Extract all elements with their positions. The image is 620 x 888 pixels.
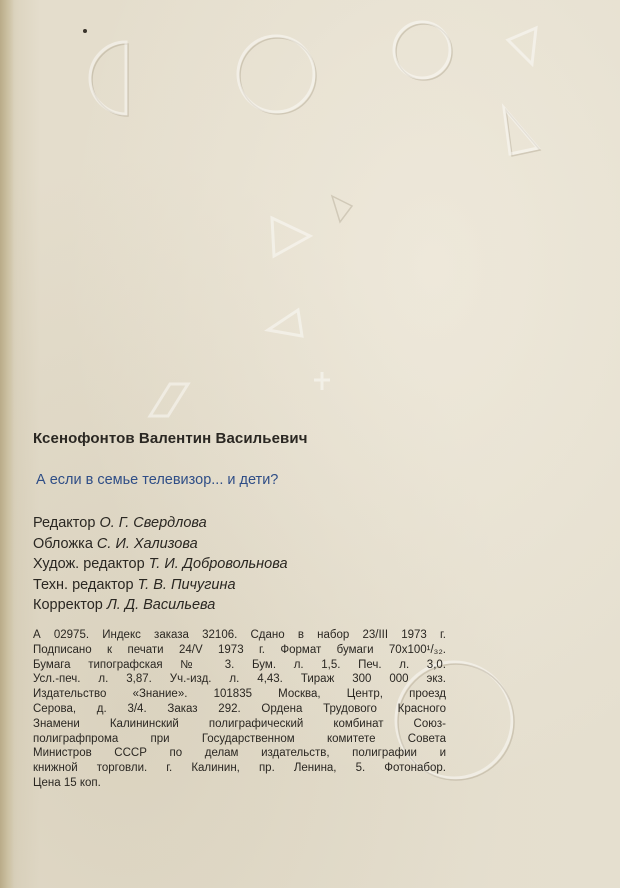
imprint-line: Подписано к печати 24/V 1973 г. Формат бумаги 70х100¹/₃₂.: [33, 643, 446, 656]
imprint-line: Знамени Калининский полиграфический комбинат Союз-: [33, 717, 446, 730]
credit-person: Т. И. Добровольнова: [148, 556, 288, 572]
credit-role: Редактор: [33, 515, 96, 531]
imprint-line: полиграфпрома при Государственном комитете Совета: [33, 732, 446, 745]
imprint-line: книжной торговли. г. Калинин, пр. Ленина, 5. Фотонабор.: [33, 762, 446, 775]
credit-proofreader: [33, 595, 288, 616]
credit-cover: [33, 534, 288, 555]
imprint-line: Серова, д. 3/4. Заказ 292. Ордена Трудового Красного: [33, 702, 446, 715]
imprint-line: Усл.-печ. л. 3,87. Уч.-изд. л. 4,43. Тираж 300 000 экз.: [33, 673, 446, 686]
author-name: Ксенофонтов Валентин Васильевич: [33, 430, 308, 447]
imprint-line: А 02975. Индекс заказа 32106. Сдано в набор 23/III 1973 г.: [33, 629, 446, 641]
credit-editor: [33, 513, 288, 534]
imprint-price: Цена 15 коп.: [33, 776, 101, 789]
imprint-line: Министров СССР по делам издательств, полиграфии и: [33, 747, 446, 760]
imprint-block: [33, 628, 446, 791]
credits-list: [33, 513, 288, 616]
credit-person: С. И. Хализова: [96, 535, 198, 552]
credit-person: О. Г. Свердлова: [99, 515, 207, 531]
credit-role: Корректор: [33, 597, 103, 613]
credit-role: Худож. редактор: [33, 556, 145, 572]
imprint-line: Бумага типографская № 3. Бум. л. 1,5. Печ. л. 3,0.: [33, 658, 446, 671]
credit-person: Л. Д. Васильева: [106, 597, 216, 613]
credit-art-editor: [33, 554, 288, 575]
credit-role: Обложка: [33, 535, 93, 552]
ink-speck: [83, 29, 87, 33]
credit-person: Т. В. Пичугина: [137, 576, 236, 593]
book-title: А если в семье телевизор... и дети?: [36, 472, 279, 488]
imprint-line: Издательство «Знание». 101835 Москва, Центр, проезд: [33, 688, 446, 701]
credit-tech-editor: [33, 575, 288, 596]
credit-role: Техн. редактор: [33, 576, 134, 593]
